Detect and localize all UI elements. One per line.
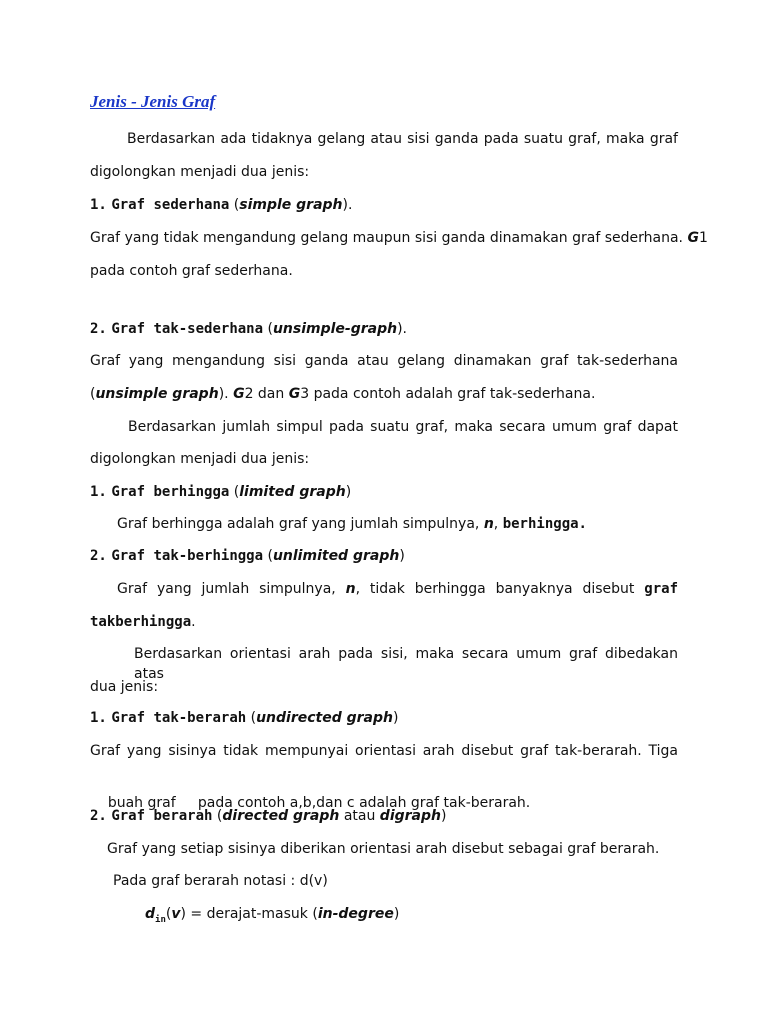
paragraph-line (90, 384, 678, 404)
emphasis-text: takberhingga (90, 614, 192, 630)
heading-number: 1. (90, 484, 107, 500)
section-heading (90, 546, 678, 566)
graph-symbol: G (687, 230, 699, 246)
paragraph-text: 3 pada contoh adalah graf tak-sederhana. (300, 386, 596, 402)
variable-n: n (483, 516, 494, 532)
formula-paren: ( (165, 906, 172, 922)
heading-paren: ( (233, 484, 240, 500)
heading-number: 1. (90, 197, 107, 213)
paragraph-line (90, 677, 678, 697)
paragraph-text: digolongkan menjadi dua jenis: (90, 164, 310, 180)
heading-number: 2. (90, 321, 107, 337)
page-title[interactable]: Jenis - Jenis Graf (90, 92, 216, 111)
emphasis-text: graf (644, 581, 679, 597)
formula-variable: v (171, 906, 181, 922)
paragraph-line (128, 417, 678, 437)
paragraph-text: , tidak berhingga banyaknya disebut (355, 581, 635, 597)
paragraph-line (90, 449, 678, 469)
heading-term-en: simple graph (239, 197, 343, 213)
paragraph-line (90, 351, 678, 371)
emphasis-text: berhingga. (502, 516, 587, 532)
paren: ). (218, 386, 229, 402)
variable-n: n (345, 581, 356, 597)
paren: ( (90, 386, 96, 402)
section-heading (90, 482, 678, 502)
heading-paren: ) (440, 808, 447, 824)
graph-symbol: G (288, 386, 301, 402)
paragraph-text: 2 dan (244, 386, 285, 402)
paragraph-line (90, 261, 678, 281)
heading-paren: ( (250, 710, 257, 726)
paragraph-line (117, 579, 678, 599)
section-heading (90, 195, 678, 215)
section-heading (90, 319, 678, 339)
heading-paren: ). (342, 197, 353, 213)
heading-term-en: unlimited graph (272, 548, 400, 564)
graph-symbol: G (233, 386, 245, 402)
paragraph-text: Berdasarkan ada tidaknya gelang atau sisi ganda pada suatu graf, maka graf (127, 131, 678, 147)
section-heading (90, 708, 678, 728)
paragraph-text: Graf yang jumlah simpulnya, (117, 581, 336, 597)
heading-term: Graf berarah (111, 808, 213, 824)
paragraph-text: pada contoh graf sederhana. (90, 263, 293, 279)
heading-number: 2. (90, 808, 107, 824)
paragraph-text: Pada graf berarah notasi : d(v) (113, 873, 328, 889)
paragraph-text: Graf yang sisinya tidak mempunyai orientasi arah disebut graf tak-berarah. Tiga (90, 743, 678, 759)
formula-line (145, 904, 678, 930)
heading-term-en: undirected graph (256, 710, 393, 726)
formula-subscript: in (155, 914, 166, 925)
paragraph-text: buah graf pada contoh a,b,dan c adalah graf tak-berarah. (107, 795, 531, 811)
heading-term: Graf tak-berarah (111, 710, 247, 726)
heading-term-en: limited graph (239, 484, 346, 500)
paragraph-line (113, 871, 678, 891)
heading-paren: ) (345, 484, 352, 500)
paragraph-text: Berdasarkan orientasi arah pada sisi, maka secara umum graf dibedakan atas (134, 646, 678, 682)
heading-term-en: directed graph (222, 808, 340, 824)
paragraph-text: . (191, 614, 196, 630)
paragraph-line (90, 162, 678, 182)
heading-term: Graf berhingga (111, 484, 230, 500)
heading-number: 1. (90, 710, 107, 726)
formula-text: ) = derajat-masuk ( (180, 906, 318, 922)
section-heading (90, 806, 678, 826)
graph-index: 1 (698, 230, 708, 246)
heading-term: Graf tak-berhingga (111, 548, 264, 564)
paragraph-text: Graf berhingga adalah graf yang jumlah simpulnya, (117, 516, 480, 532)
paragraph-line (90, 612, 678, 632)
paragraph-text: Graf yang mengandung sisi ganda atau gelang dinamakan graf tak-sederhana (90, 353, 678, 369)
heading-term-en: digraph (379, 808, 441, 824)
heading-number: 2. (90, 548, 107, 564)
paragraph-text: Graf yang tidak mengandung gelang maupun sisi ganda dinamakan graf sederhana. (90, 230, 683, 246)
formula-term: in-degree (317, 906, 394, 922)
heading-paren: ). (397, 321, 408, 337)
paragraph-text: Graf yang setiap sisinya diberikan orientasi arah disebut sebagai graf berarah. (107, 841, 660, 857)
heading-connector: atau (343, 808, 376, 824)
heading-term: Graf tak-sederhana (111, 321, 264, 337)
formula-symbol: d (145, 906, 156, 922)
heading-paren: ( (267, 321, 273, 337)
paragraph-line (90, 228, 708, 248)
paragraph-line (107, 839, 678, 859)
term-en: unsimple graph (95, 386, 219, 402)
paragraph-text: digolongkan menjadi dua jenis: (90, 451, 310, 467)
heading-term-en: unsimple-graph (272, 321, 398, 337)
heading-paren: ) (399, 548, 405, 564)
paragraph-line (117, 514, 678, 534)
paragraph-text: Berdasarkan jumlah simpul pada suatu graf, maka secara umum graf dapat (128, 419, 678, 435)
heading-paren: ( (233, 197, 240, 213)
heading-paren: ( (216, 808, 223, 824)
heading-paren: ) (393, 710, 399, 726)
heading-term: Graf sederhana (111, 197, 230, 213)
paragraph-line (127, 129, 678, 149)
heading-paren: ( (267, 548, 273, 564)
formula-paren: ) (393, 906, 400, 922)
paragraph-text: dua jenis: (90, 679, 159, 695)
paragraph-line (90, 741, 678, 761)
paragraph-text: , (493, 516, 499, 532)
